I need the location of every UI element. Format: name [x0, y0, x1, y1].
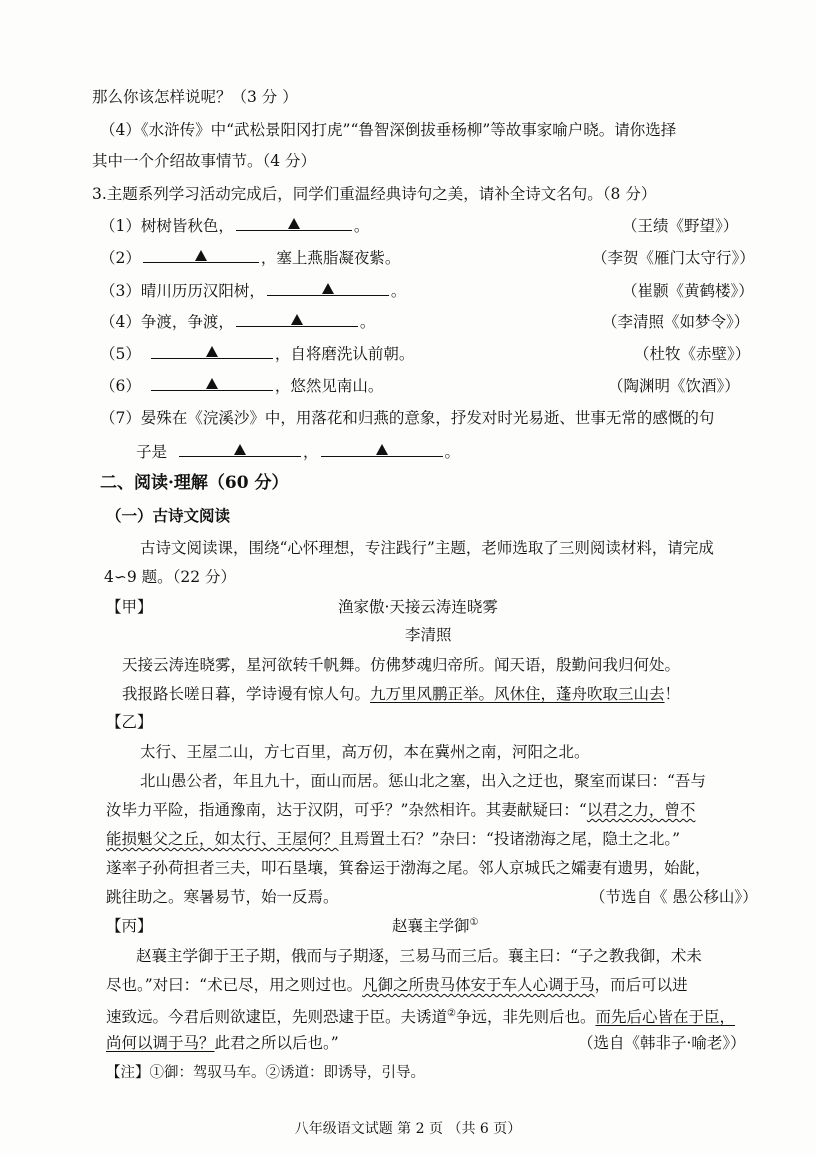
poem-num: （5） — [100, 345, 141, 363]
note-marker: ① — [469, 917, 479, 928]
bing-p2-end: ，而后可以进 — [594, 976, 688, 994]
triangle-icon — [288, 218, 300, 229]
q7-line1: （7）晏殊在《浣溪沙》中，用落花和归燕的意象，抒发对时光易逝、世事无常的感慨的句 — [100, 409, 715, 427]
jia-line1: 天接云涛连晓雾，星河欲转千帆舞。仿佛梦魂归帝所。闻天语，殷勤问我归何处。 — [122, 656, 681, 674]
jia-author: 李清照 — [405, 626, 452, 644]
bing-underlined-text: 尚何以调于马？ — [106, 1034, 215, 1052]
jia-underlined-text: 九万里风鹏正举。风休住，蓬舟吹取三山去 — [370, 685, 665, 703]
yi-p2c — [106, 828, 680, 850]
triangle-icon — [376, 444, 388, 455]
bing-title-text: 赵襄主学御 — [392, 917, 470, 936]
subsection-title: （一）古诗文阅读 — [106, 506, 231, 525]
yi-p2c-text: 且焉置土石？”杂曰：“投诸渤海之尾，隐土之北。” — [338, 830, 681, 848]
answer-blank[interactable] — [151, 343, 273, 359]
bing-p3b-text: 争远，非先则后也。 — [455, 1008, 596, 1027]
yi-p2d: 遂率子孙荷担者三夫，叩石垦壤，箕畚运于渤海之尾。邻人京城氏之孀妻有遗男，始龀， — [106, 859, 711, 877]
yi-p2e: 跳往助之。寒暑易节，始一反焉。 — [106, 888, 339, 906]
answer-blank[interactable] — [179, 441, 301, 457]
poem-before: 树树皆秋色， — [140, 217, 234, 235]
poem-after: 。 — [390, 282, 407, 300]
poem-after: ，塞上燕脂凝夜紫。 — [260, 249, 401, 267]
triangle-icon — [322, 283, 334, 294]
q4-line1: （4）《水浒传》中“武松景阳冈打虎”“鲁智深倒拔垂杨柳”等故事家喻户晓。请你选择 — [100, 121, 677, 139]
yi-p2a: 北山愚公者，年且九十，面山而居。惩山北之塞，出入之迂也，聚室而谋曰：“吾与 — [140, 772, 706, 790]
poem-before: 争渡，争渡， — [140, 313, 234, 331]
note-marker: ② — [447, 1008, 456, 1019]
answer-blank[interactable] — [151, 375, 273, 391]
triangle-icon — [206, 378, 218, 389]
answer-blank[interactable] — [267, 280, 389, 296]
q7-prefix: 子是 — [136, 443, 168, 461]
poem-after: ，自将磨洗认前朝。 — [274, 345, 415, 363]
yi-wavy-text: 以君之力，曾不 — [586, 801, 696, 819]
poem-source-3: （崔颢《黄鹤楼》） — [622, 282, 754, 300]
bing-p2-text: 尽也。”对曰：“术已尽，用之则过也。 — [106, 976, 363, 994]
poem-num: （4） — [100, 313, 141, 331]
poem-num: （6） — [100, 377, 141, 395]
bing-p3 — [106, 1003, 735, 1028]
poem-line-3 — [100, 280, 406, 302]
triangle-icon — [206, 346, 218, 357]
bing-wavy-text: 凡御之所贵马体安于车人心调于马 — [362, 976, 595, 994]
q7-separator: ， — [303, 443, 319, 461]
q-prev-line: 那么你该怎样说呢？（3 分 ） — [92, 88, 298, 106]
answer-blank[interactable] — [321, 441, 443, 457]
poem-line-1 — [100, 215, 369, 237]
label-bing: 【丙】 — [106, 917, 153, 935]
q4-line2: 其中一个介绍故事情节。（4 分） — [92, 152, 317, 170]
answer-blank[interactable] — [236, 215, 352, 231]
jia-line2 — [122, 683, 680, 705]
intro-line2: 4∽9 题。（22 分） — [104, 568, 237, 586]
yi-p1: 太行、王屋二山，方七百里，高万仞，本在冀州之南，河阳之北。 — [140, 743, 590, 761]
poem-after: 。 — [353, 217, 370, 235]
poem-source-6: （陶渊明《饮酒》） — [608, 377, 740, 395]
poem-num: （3） — [100, 282, 141, 300]
poem-line-6 — [100, 375, 383, 397]
label-jia: 【甲】 — [106, 598, 153, 616]
poem-num: （2） — [100, 249, 141, 267]
triangle-icon — [195, 250, 207, 261]
intro-line1: 古诗文阅读课，围绕“心怀理想，专注践行”主题，老师选取了三则阅读材料，请完成 — [140, 539, 714, 557]
jia-line2-text: 我报路长嗟日暮，学诗谩有惊人句。 — [122, 685, 371, 703]
poem-source-4: （李清照《如梦令》） — [602, 313, 750, 331]
poem-line-2 — [100, 247, 400, 269]
bing-p1: 赵襄主学御于王子期，俄而与子期逐，三易马而三后。襄主曰：“子之教我御，术未 — [136, 947, 702, 965]
bing-p4-text: 此君之所以后也。” — [214, 1034, 339, 1052]
jia-title: 渔家傲·天接云涛连晓雾 — [338, 598, 498, 616]
poem-source-5: （杜牧《赤壁》） — [634, 345, 751, 363]
poem-line-4 — [100, 311, 375, 333]
page-footer: 八年级语文试题 第 2 页 （共 6 页） — [294, 1121, 522, 1137]
poem-source-1: （王绩《野望》） — [622, 217, 739, 235]
triangle-icon — [234, 444, 246, 455]
label-yi: 【乙】 — [106, 713, 153, 731]
yi-wavy-text: 能损魁父之丘，如太行、王屋何？ — [106, 830, 339, 848]
bing-p4 — [106, 1032, 339, 1054]
answer-blank[interactable] — [143, 247, 259, 263]
poem-num: （1） — [100, 217, 141, 235]
bing-p3-text: 速致远。今君后则欲逮臣，先则恐逮于臣。夫诱道 — [106, 1008, 448, 1027]
poem-source-2: （李贺《雁门太守行》） — [592, 249, 755, 267]
q3-title: 3.主题系列学习活动完成后，同学们重温经典诗句之美，请补全诗文名句。（8 分） — [92, 185, 657, 203]
poem-line-5 — [100, 343, 414, 365]
poem-after: 。 — [359, 313, 376, 331]
yi-p2b — [106, 799, 695, 821]
jia-line2-end: ！ — [664, 685, 681, 703]
bing-underlined-text: 而先后心皆在于臣， — [595, 1008, 736, 1027]
bing-source: （选自《韩非子·喻老》） — [578, 1034, 746, 1052]
triangle-icon — [291, 314, 303, 325]
bing-p2 — [106, 974, 688, 996]
bing-title — [392, 912, 478, 937]
answer-blank[interactable] — [236, 311, 358, 327]
yi-source: （节选自《 愚公移山》） — [590, 888, 758, 906]
notes: 【注】①御：驾驭马车。②诱道：即诱导，引导。 — [106, 1065, 425, 1081]
yi-p2b-text: 汝毕力平险，指通豫南，达于汉阴，可乎？”杂然相许。其妻献疑曰：“ — [106, 801, 587, 819]
poem-before: 晴川历历汉阳树， — [140, 282, 265, 300]
section-title: 二、阅读·理解（60 分） — [100, 473, 289, 493]
poem-after: ，悠然见南山。 — [274, 377, 384, 395]
q7-line2 — [136, 441, 460, 463]
q7-end: 。 — [444, 443, 461, 461]
